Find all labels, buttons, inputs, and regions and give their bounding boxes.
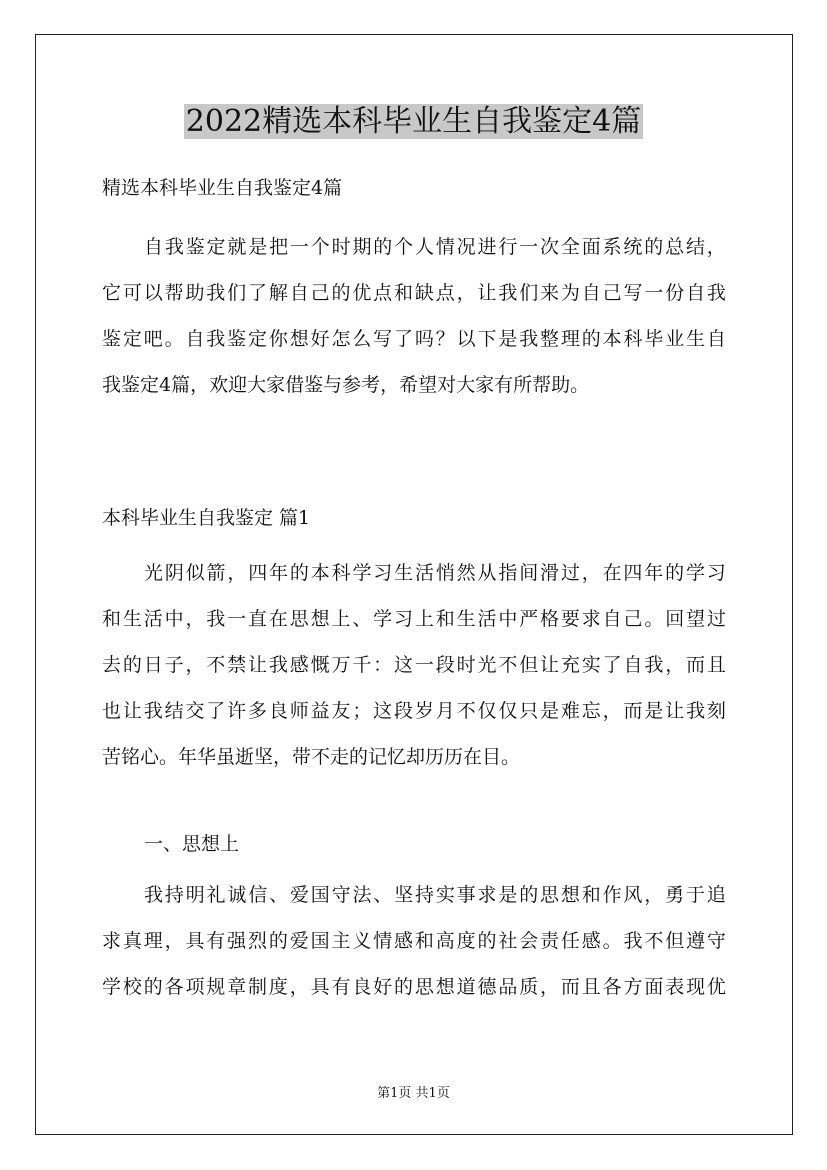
intro-paragraph xyxy=(102,224,726,408)
paragraph-line: 也 让 我 结 交 了 许 多 良 师 益 友 ； 这 段 岁 月 不 仅 仅 只 是 难 忘 ， 而 是 让 我 刻 xyxy=(102,700,726,722)
section-heading: 本科毕业生自我鉴定 篇1 xyxy=(102,507,311,529)
document-body xyxy=(102,168,726,208)
paragraph-line: 和 生 活 中 ， 我 一 直 在 思 想 上 、 学 习 上 和 生 活 中 严 格 要 求 自 己 。 回 望 过 xyxy=(102,608,726,630)
section-heading-block xyxy=(102,498,726,538)
document-title xyxy=(0,100,827,144)
paragraph-line: 它 可 以 帮 助 我 们 了 解 自 己 的 优 点 和 缺 点 ， 让 我 们 来 为 自 己 写 一 份 自 我 xyxy=(102,282,726,304)
paragraph-line: 求 真 理 ， 具 有 强 烈 的 爱 国 主 义 情 感 和 高 度 的 社 会 责 任 感 。 我 不 但 遵 守 xyxy=(102,930,726,952)
paragraph-line: 去 的 日 子 ， 不 禁 让 我 感 慨 万 千 ： 这 一 段 时 光 不 但 让 充 实 了 自 我 ， 而 且 xyxy=(102,654,726,676)
subtitle: 精选本科毕业生自我鉴定4篇 xyxy=(102,177,343,199)
section1-paragraph-2 xyxy=(102,872,726,1010)
paragraph-line: 自 我 鉴 定 就 是 把 一 个 时 期 的 个 人 情 况 进 行 一 次 全 面 系 统 的 总 结 ， xyxy=(144,236,726,258)
paragraph-line: 光 阴 似 箭 ， 四 年 的 本 科 学 习 生 活 悄 然 从 指 间 滑 过 ， 在 四 年 的 学 习 xyxy=(144,562,726,584)
section1-paragraph-1 xyxy=(102,550,726,780)
page-footer: 第1页 共1页 xyxy=(377,1086,450,1101)
subsection-heading: 一、思想上 xyxy=(144,833,240,855)
paragraph-line: 苦铭心。年华虽逝坚，带不走的记忆却历历在目。 xyxy=(102,746,521,768)
paragraph-line: 鉴 定 吧 。 自 我 鉴 定 你 想 好 怎 么 写 了 吗 ？ 以 下 是 我 整 理 的 本 科 毕 业 生 自 xyxy=(102,328,726,350)
paragraph-line: 我鉴定4篇，欢迎大家借鉴与参考，希望对大家有所帮助。 xyxy=(102,374,590,396)
paragraph-line: 学 校 的 各 项 规 章 制 度 ， 具 有 良 好 的 思 想 道 德 品 质 ， 而 且 各 方 面 表 现 优 xyxy=(102,976,726,998)
document-title-text: 2022精选本科毕业生自我鉴定4篇 xyxy=(185,104,642,139)
paragraph-line: 我 持 明 礼 诚 信 、 爱 国 守 法 、 坚 持 实 事 求 是 的 思 想 和 作 风 ， 勇 于 追 xyxy=(144,884,726,906)
subsection-heading-block xyxy=(102,821,726,867)
